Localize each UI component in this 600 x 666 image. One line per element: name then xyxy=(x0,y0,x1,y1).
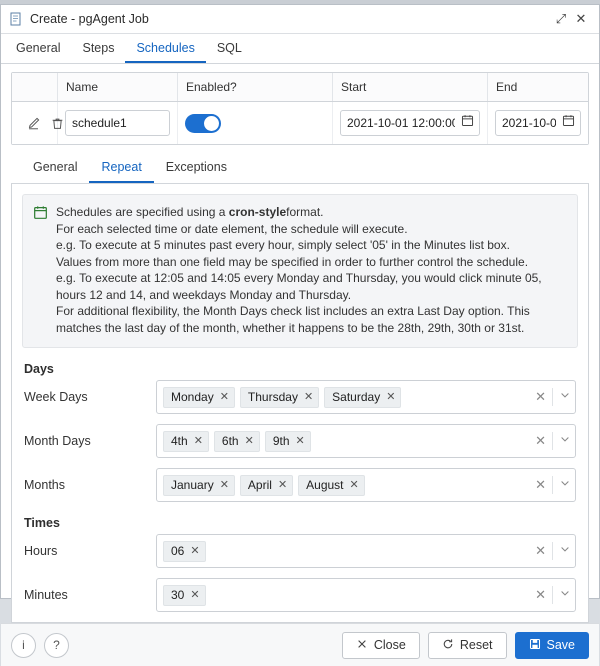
chevron-down-icon[interactable] xyxy=(559,542,571,560)
chip-remove-icon[interactable]: ✕ xyxy=(244,435,254,447)
chip-week-day: Monday ✕ xyxy=(163,387,235,408)
info-line-4: Values from more than one field may be specified in order to further control the schedule. xyxy=(56,254,529,269)
field-months xyxy=(24,468,576,502)
chip-week-day: Saturday ✕ xyxy=(324,387,401,408)
week-days-multiselect[interactable] xyxy=(156,380,576,414)
dialog-titlebar xyxy=(1,5,599,34)
chip-remove-icon[interactable]: ✕ xyxy=(277,479,288,491)
close-window-button[interactable]: ✕ xyxy=(575,11,587,26)
restore-button[interactable]: ⤢ xyxy=(555,11,567,26)
chevron-down-icon[interactable] xyxy=(559,388,571,406)
divider xyxy=(552,476,553,494)
document-icon xyxy=(9,12,23,26)
close-icon xyxy=(356,638,368,653)
create-pgagent-job-dialog xyxy=(0,4,600,652)
dialog-title: Create - pgAgent Job xyxy=(30,12,149,26)
times-section-title: Times xyxy=(24,516,60,530)
grid-header-start: Start xyxy=(333,73,488,101)
chip-month: January ✕ xyxy=(163,475,235,496)
chip-hour: 06 ✕ xyxy=(163,541,206,562)
minutes-actions xyxy=(527,586,571,604)
field-hours xyxy=(24,534,576,568)
grid-header-tools xyxy=(12,73,58,101)
clear-all-icon[interactable]: ✕ xyxy=(535,433,546,448)
week-days-chips xyxy=(163,387,527,408)
month-days-actions xyxy=(527,432,571,450)
info-line-5: e.g. To execute at 12:05 and 14:05 every Monday and Thursday, you would click minute 05, hours 12 and 14, and weekdays Monday and Thursday. xyxy=(56,271,542,302)
grid-header-name: Name xyxy=(58,73,178,101)
chip-remove-icon[interactable]: ✕ xyxy=(295,435,305,447)
chip-week-day: Thursday ✕ xyxy=(240,387,319,408)
divider xyxy=(552,432,553,450)
cron-info-text xyxy=(56,204,567,336)
clear-all-icon[interactable]: ✕ xyxy=(535,543,546,558)
months-label: Months xyxy=(24,478,65,492)
repeat-panel xyxy=(11,184,589,623)
row-start-cell xyxy=(333,102,488,144)
grid-header-end: End xyxy=(496,80,518,94)
tab-sql[interactable]: SQL xyxy=(216,40,242,55)
row-enabled-cell xyxy=(178,102,333,144)
save-button[interactable] xyxy=(515,632,590,659)
row-name-cell xyxy=(58,102,178,144)
start-datetime-input[interactable] xyxy=(340,110,480,136)
schedule-subtabs xyxy=(11,153,589,184)
chip-remove-icon[interactable]: ✕ xyxy=(219,479,229,491)
info-line-2: For each selected time or date element, the schedule will execute. xyxy=(56,221,408,236)
days-section-title: Days xyxy=(24,362,54,376)
chevron-down-icon[interactable] xyxy=(559,476,571,494)
dialog-body xyxy=(1,64,599,623)
chip-remove-icon[interactable]: ✕ xyxy=(349,479,359,491)
chip-remove-icon[interactable]: ✕ xyxy=(219,391,229,403)
tab-steps[interactable]: Steps xyxy=(82,40,115,55)
months-multiselect[interactable] xyxy=(156,468,576,502)
chip-remove-icon[interactable]: ✕ xyxy=(303,391,314,403)
cron-info-box xyxy=(22,194,578,348)
grid-header-enabled: Enabled? xyxy=(178,73,333,101)
close-button[interactable] xyxy=(342,632,420,659)
pencil-icon[interactable] xyxy=(27,117,40,130)
info-line-3: e.g. To execute at 5 minutes past every hour, simply select '05' in the Minutes list box. xyxy=(56,238,510,252)
months-chips xyxy=(163,475,527,496)
reset-button[interactable] xyxy=(428,632,507,659)
schedule-name-input[interactable] xyxy=(65,110,170,136)
chip-remove-icon[interactable]: ✕ xyxy=(386,391,396,403)
footer-buttons xyxy=(342,632,589,659)
subtab-repeat[interactable]: Repeat xyxy=(89,153,153,183)
end-datetime-input[interactable] xyxy=(495,110,581,136)
chevron-down-icon[interactable] xyxy=(559,432,571,450)
help-icon[interactable]: ? xyxy=(44,633,69,658)
divider xyxy=(552,388,553,406)
info-line-6: For additional flexibility, the Month Days check list includes an extra Last Day option. This matches the last day of the month, whether it happens to be the 28th, 29th, 30th or 31st. xyxy=(56,304,530,335)
main-tabs xyxy=(1,34,599,64)
week-days-label: Week Days xyxy=(24,390,88,404)
calendar-info-icon xyxy=(33,205,48,336)
dialog-footer xyxy=(1,623,599,666)
month-days-multiselect[interactable] xyxy=(156,424,576,458)
tab-general[interactable]: General xyxy=(16,40,61,55)
month-days-label: Month Days xyxy=(24,434,91,448)
clear-all-icon[interactable]: ✕ xyxy=(535,587,546,602)
field-month-days xyxy=(24,424,576,458)
save-icon xyxy=(529,638,541,653)
minutes-chips xyxy=(163,585,527,606)
table-row xyxy=(12,102,588,144)
chip-remove-icon[interactable]: ✕ xyxy=(190,545,200,557)
save-button-label: Save xyxy=(546,638,575,652)
tab-schedules[interactable]: Schedules xyxy=(125,34,205,63)
divider xyxy=(552,542,553,560)
chip-month-day: 4th ✕ xyxy=(163,431,209,452)
minutes-label: Minutes xyxy=(24,588,68,602)
hours-actions xyxy=(527,542,571,560)
close-button-label: Close xyxy=(373,638,406,652)
grid-header xyxy=(12,73,588,102)
hours-multiselect[interactable] xyxy=(156,534,576,568)
subtab-exceptions[interactable]: Exceptions xyxy=(165,160,227,174)
schedules-grid xyxy=(11,72,589,145)
minutes-multiselect[interactable] xyxy=(156,578,576,612)
week-days-actions xyxy=(527,388,571,406)
reset-icon xyxy=(442,638,454,653)
chip-minute: 30 ✕ xyxy=(163,585,206,606)
field-week-days xyxy=(24,380,576,414)
chip-month: April ✕ xyxy=(240,475,293,496)
month-days-chips xyxy=(163,431,527,452)
hours-label: Hours xyxy=(24,544,58,558)
chevron-down-icon[interactable] xyxy=(559,586,571,604)
row-tools xyxy=(12,102,58,144)
row-end-cell xyxy=(488,102,588,144)
clear-all-icon[interactable]: ✕ xyxy=(535,477,546,492)
info-icon[interactable]: i xyxy=(11,633,36,658)
field-minutes xyxy=(24,578,576,612)
months-actions xyxy=(527,476,571,494)
chip-remove-icon[interactable]: ✕ xyxy=(193,435,203,447)
chip-remove-icon[interactable]: ✕ xyxy=(190,589,200,601)
subtab-general[interactable]: General xyxy=(33,160,78,174)
clear-all-icon[interactable]: ✕ xyxy=(535,389,546,404)
chip-month-day: 9th ✕ xyxy=(265,431,311,452)
reset-button-label: Reset xyxy=(459,638,493,652)
chip-month-day: 6th ✕ xyxy=(214,431,260,452)
chip-month: August ✕ xyxy=(298,475,365,496)
enabled-toggle[interactable] xyxy=(185,114,221,133)
divider xyxy=(552,586,553,604)
hours-chips xyxy=(163,541,527,562)
info-line-1: Schedules are specified using a cron-styleformat. xyxy=(56,205,324,219)
